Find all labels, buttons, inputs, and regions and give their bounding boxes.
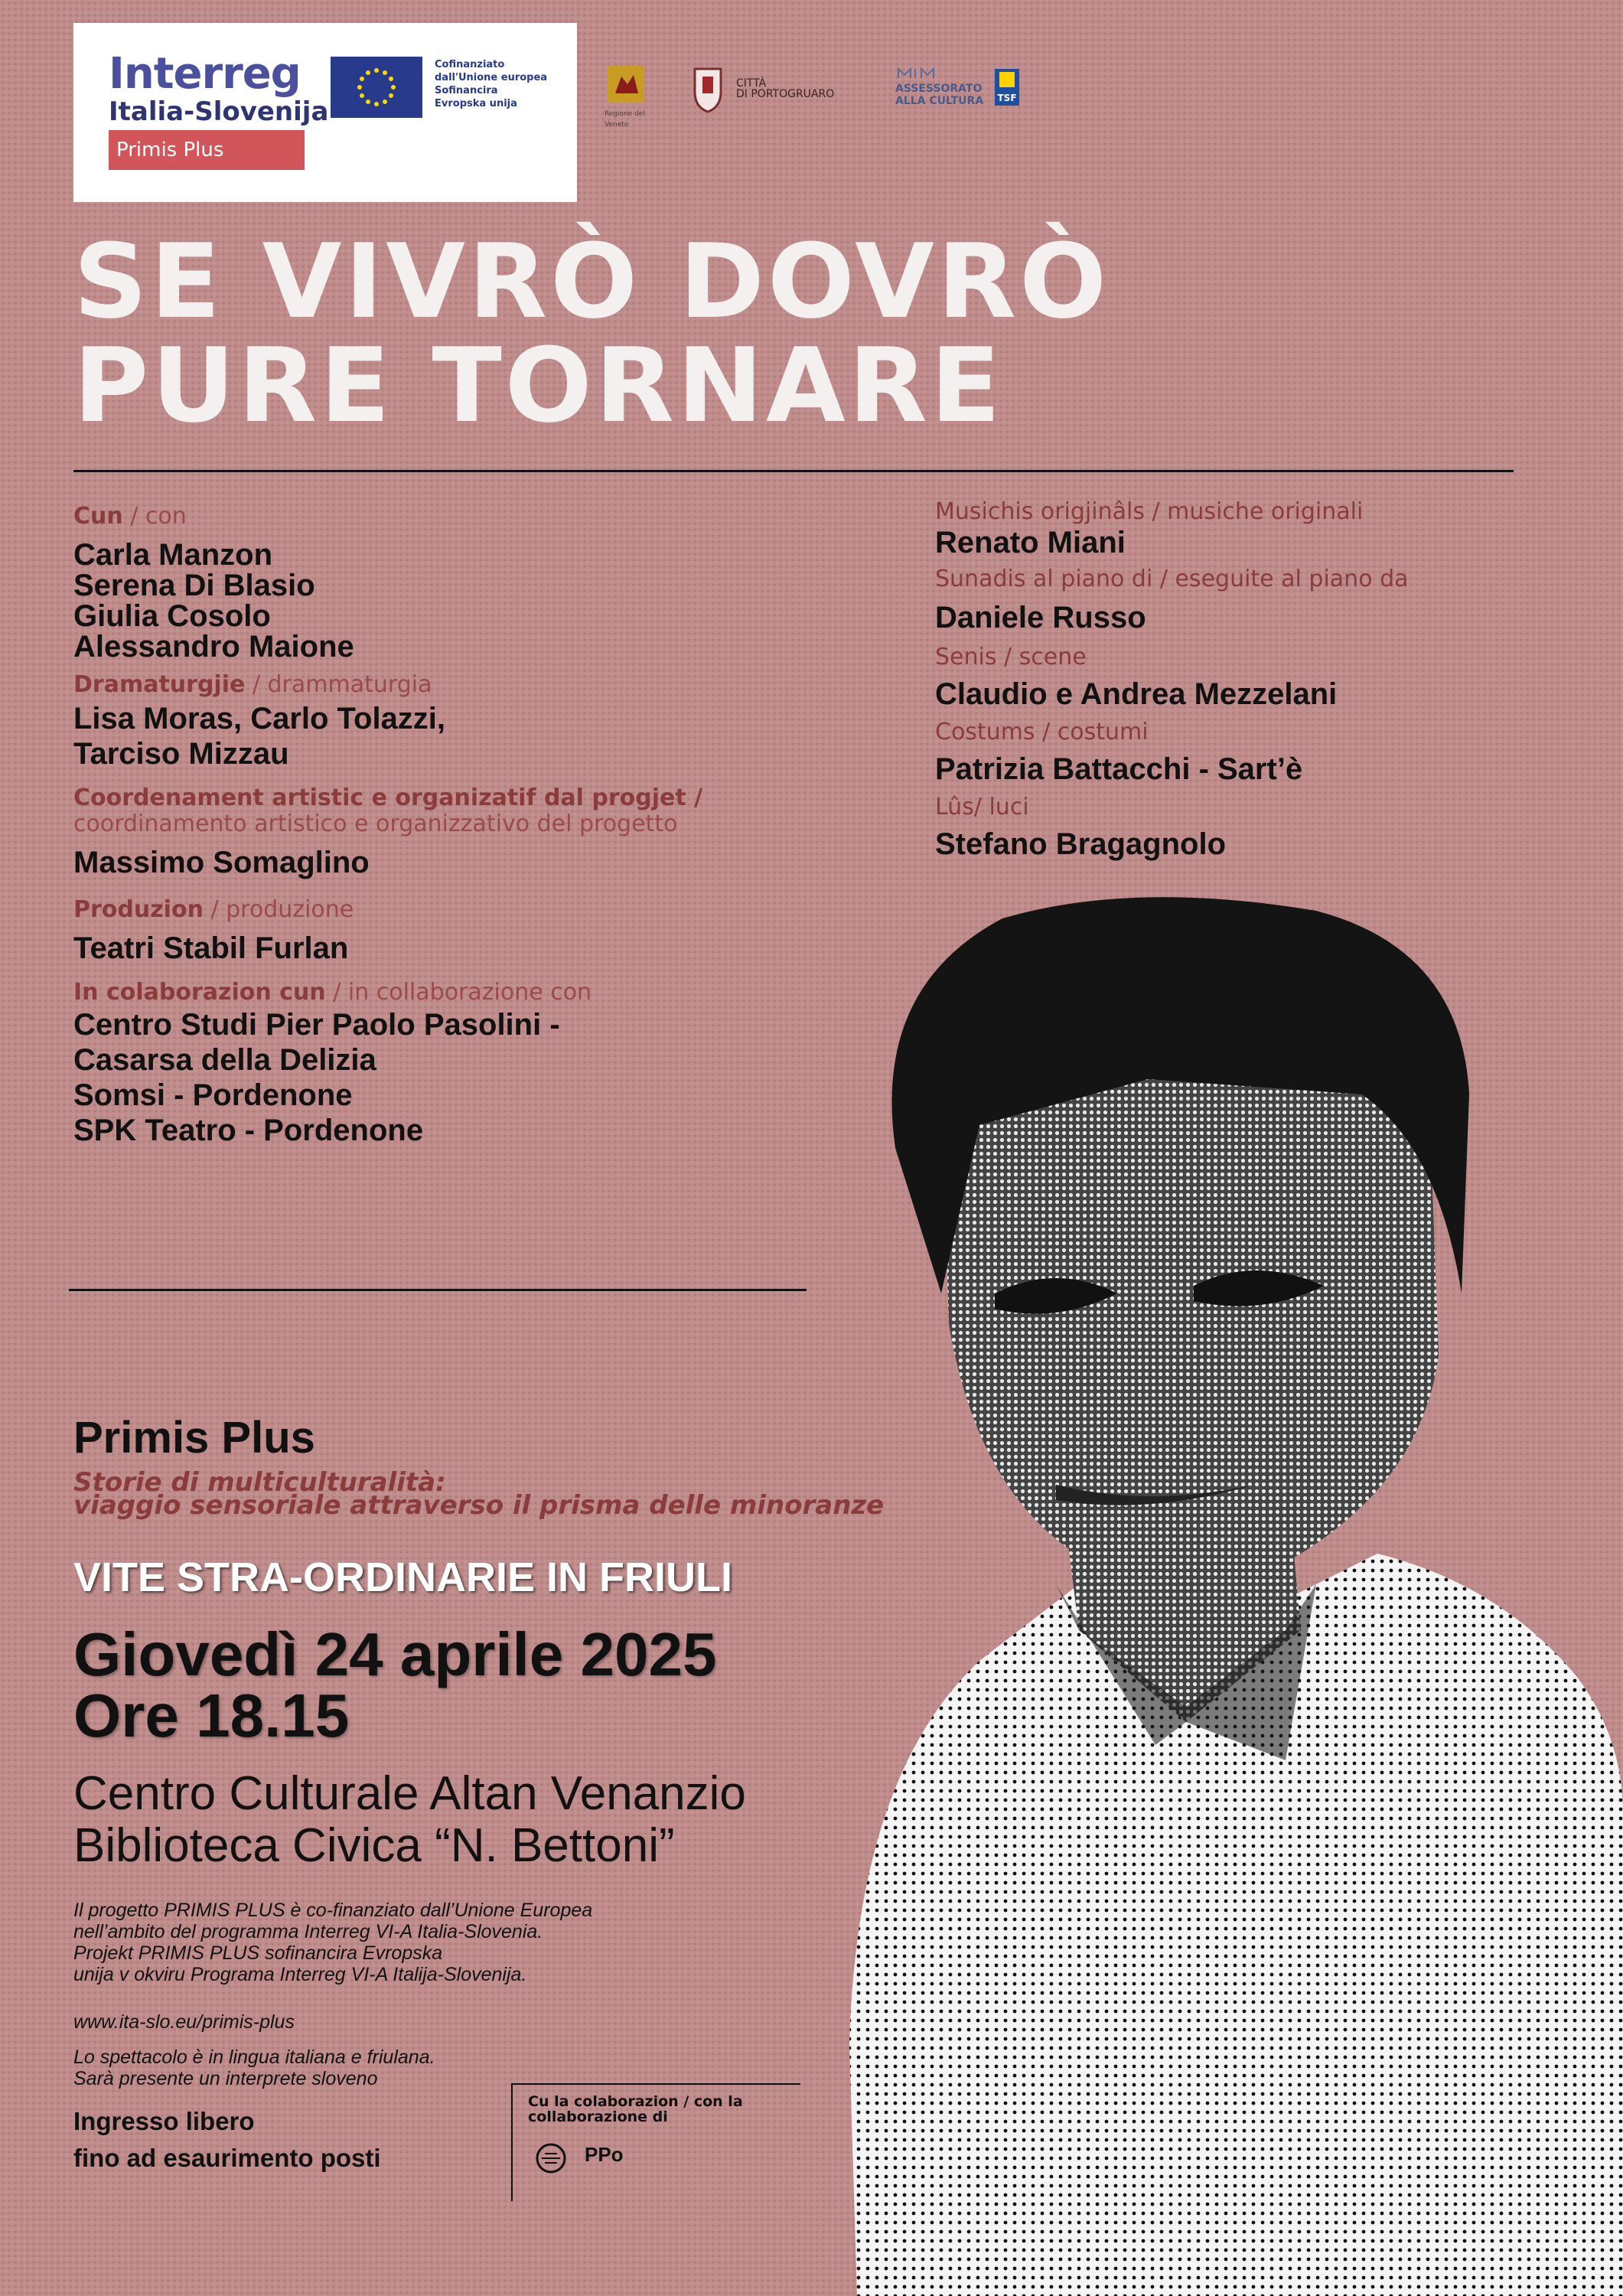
show-title: SE VIVRÒ DOVRÒ PURE TORNARE — [73, 222, 1110, 445]
portogruaro-logo — [690, 61, 725, 118]
tsf-logo: TSF — [995, 69, 1019, 106]
series-title: VITE STRA-ORDINARIE IN FRIULI — [73, 1554, 732, 1600]
language-note: Lo spettacolo è in lingua italiana e friulana. Sarà presente un interprete sloveno — [73, 2047, 435, 2089]
somsi-logo-icon — [531, 2140, 571, 2180]
credit-coordination: Coordenament artistic e organizatif dal progjet / coordinamento artistico e organizzativo del progetto Massimo Somaglino — [73, 784, 703, 879]
title-divider — [73, 470, 1514, 472]
credit-music: Musichis origjinâls / musiche originali Renato Miani — [935, 498, 1364, 559]
tsf-crest-icon — [995, 69, 1019, 90]
funding-note: Il progetto PRIMIS PLUS è co-finanziato dall’Unione Europea nell’ambito del programma Interreg VI-A Italia-Slovenia. Projekt PRIMIS PLUS sofinancira Evropska unija v okviru Programa Interreg VI-A Italija-Slovenija. — [73, 1900, 593, 1985]
ppp-centre-logo: PPo — [585, 2143, 624, 2166]
interreg-region: Italia-Slovenija — [109, 96, 329, 127]
credit-piano: Sunadis al piano di / eseguite al piano da Daniele Russo — [935, 566, 1409, 634]
assessorato-mark-icon — [895, 67, 941, 80]
sponsor-logo-box — [73, 23, 577, 202]
project-subtitle: Storie di multiculturalità: viaggio sensoriale attraverso il prisma delle minoranze — [73, 1467, 885, 1521]
eu-cofunding-text: Cofinanziato dall'Unione europea Sofinancira Evropska unija — [435, 59, 548, 109]
veneto-lion-icon — [605, 63, 647, 106]
assessorato-logo: ASSESSORATO ALLA CULTURA — [895, 67, 983, 107]
credit-collaboration: In colaborazion cun / in collaborazione con Centro Studi Pier Paolo Pasolini - Casarsa della Delizia Somsi - Pordenone SPK Teatro - Pordenone — [73, 979, 592, 1147]
credits-left — [73, 504, 877, 1148]
credit-scenes: Senis / scene Claudio e Andrea Mezzelani — [935, 644, 1338, 711]
credit-dramaturgy: Dramaturgjie / drammaturgia Lisa Moras, Carlo Tolazzi, Tarciso Mizzau — [73, 671, 446, 771]
credit-production: Produzion / produzione Teatri Stabil Furlan — [73, 896, 354, 965]
collaboration-label: Cu la colaborazion / con la collaborazione di — [528, 2093, 743, 2125]
credits-right — [935, 499, 1593, 862]
portogruaro-crest-icon — [690, 61, 725, 115]
portrait-image — [826, 895, 1623, 2296]
project-name: Primis Plus — [73, 1413, 315, 1463]
event-date-time: Giovedì 24 aprile 2025 Ore 18.15 — [73, 1620, 717, 1750]
primis-plus-badge: Primis Plus — [109, 130, 305, 170]
eu-flag-icon — [331, 57, 422, 118]
entry-note: Ingresso libero fino ad esaurimento posti — [73, 2107, 381, 2172]
collaboration-box — [511, 2083, 800, 2201]
veneto-logo: Regione del Veneto — [605, 63, 650, 130]
project-url[interactable]: www.ita-slo.eu/primis-plus — [73, 2011, 295, 2033]
credit-lights: Lûs/ luci Stefano Bragagnolo — [935, 794, 1227, 861]
credit-costumes: Costums / costumi Patrizia Battacchi - Sart’è — [935, 719, 1303, 786]
interreg-logo-text: Interreg — [109, 49, 301, 99]
credit-cast: Cun / con Carla Manzon Serena Di Blasio Giulia Cosolo Alessandro Maione — [73, 503, 354, 664]
portogruaro-text: CITTÀ DI PORTOGRUARO — [736, 77, 835, 100]
event-venue: Centro Culturale Altan Venanzio Biblioteca Civica “N. Bettoni” — [73, 1767, 746, 1872]
credits-divider — [69, 1289, 807, 1291]
